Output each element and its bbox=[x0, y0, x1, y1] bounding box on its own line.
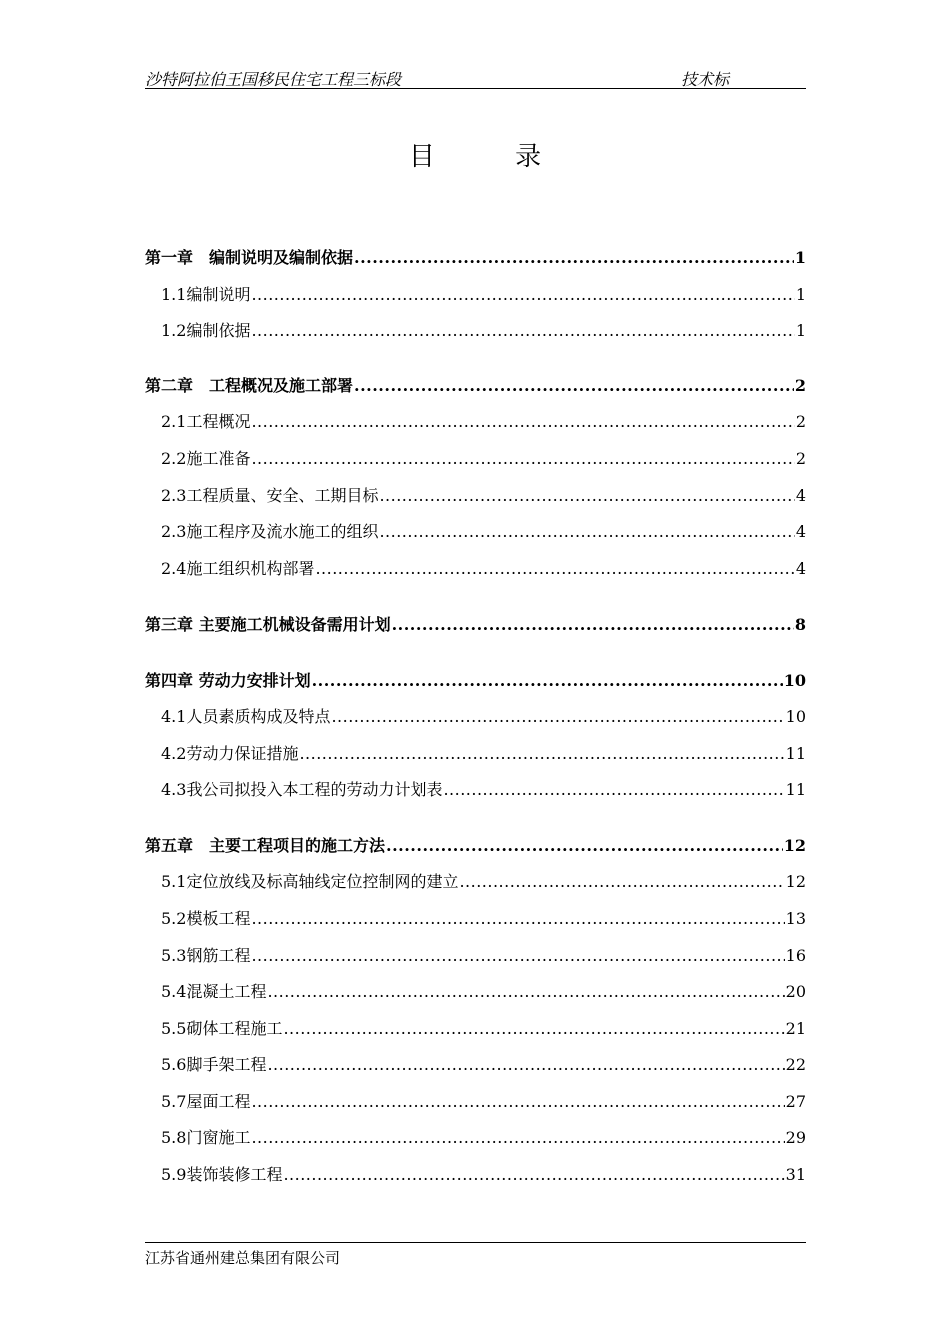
toc-leader-dots bbox=[251, 411, 794, 433]
toc-entry-label: 5.1定位放线及标高轴线定位控制网的建立 bbox=[161, 872, 459, 891]
page-header bbox=[145, 66, 806, 89]
toc-page-number: 2 bbox=[794, 376, 806, 395]
toc-page-number: 21 bbox=[785, 1019, 806, 1038]
toc-page-number: 22 bbox=[785, 1055, 806, 1074]
toc-leader-dots bbox=[283, 1018, 784, 1040]
toc-page-number: 4 bbox=[795, 559, 806, 578]
toc-section-entry[interactable] bbox=[161, 1164, 806, 1186]
toc-leader-dots bbox=[267, 1054, 784, 1076]
toc-page-number: 10 bbox=[785, 707, 806, 726]
toc-page-number: 4 bbox=[795, 522, 806, 541]
toc-entry-label: 2.2施工准备 bbox=[161, 449, 251, 468]
toc-entry-label: 5.3钢筋工程 bbox=[161, 946, 251, 965]
toc-entry-label: 5.7屋面工程 bbox=[161, 1092, 251, 1111]
toc-leader-dots bbox=[354, 375, 794, 397]
toc-entry-label: 5.9装饰装修工程 bbox=[161, 1165, 283, 1184]
toc-section-entry[interactable] bbox=[161, 521, 806, 543]
toc-leader-dots bbox=[251, 1091, 784, 1113]
toc-entry-label: 2.3工程质量、安全、工期目标 bbox=[161, 486, 379, 505]
toc-section-entry[interactable] bbox=[161, 706, 806, 728]
toc-section-entry[interactable] bbox=[161, 320, 806, 342]
toc-entry-label: 2.4施工组织机构部署 bbox=[161, 559, 315, 578]
toc-leader-dots bbox=[443, 779, 784, 801]
toc-entry-label: 5.2模板工程 bbox=[161, 909, 251, 928]
toc-page-number: 8 bbox=[794, 615, 806, 634]
toc-page-number: 20 bbox=[785, 982, 806, 1001]
toc-entry-label: 4.2劳动力保证措施 bbox=[161, 744, 299, 763]
toc-leader-dots bbox=[283, 1164, 784, 1186]
toc-entry-label: 5.8门窗施工 bbox=[161, 1128, 251, 1147]
toc-chapter-entry[interactable] bbox=[145, 375, 806, 397]
toc-entry-label: 1.1编制说明 bbox=[161, 285, 251, 304]
toc-section-entry[interactable] bbox=[161, 485, 806, 507]
toc-entry-label: 5.4混凝土工程 bbox=[161, 982, 267, 1001]
header-project-title: 沙特阿拉伯王国移民住宅工程三标段 bbox=[145, 70, 402, 89]
toc-chapter-entry[interactable] bbox=[145, 835, 806, 857]
toc-entry-label: 4.3我公司拟投入本工程的劳动力计划表 bbox=[161, 780, 443, 799]
toc-entry-label: 第一章 编制说明及编制依据 bbox=[145, 248, 354, 267]
toc-page-number: 1 bbox=[794, 248, 806, 267]
toc-leader-dots bbox=[251, 284, 794, 306]
toc-page-number: 2 bbox=[795, 449, 806, 468]
toc-section-entry[interactable] bbox=[161, 1091, 806, 1113]
toc-page-number: 12 bbox=[783, 836, 806, 855]
toc-section-entry[interactable] bbox=[161, 871, 806, 893]
toc-leader-dots bbox=[251, 908, 784, 930]
toc-leader-dots bbox=[312, 670, 783, 692]
toc-section-entry[interactable] bbox=[161, 284, 806, 306]
toc-entry-label: 第三章 主要施工机械设备需用计划 bbox=[145, 615, 391, 634]
toc-page-number: 1 bbox=[795, 321, 806, 340]
toc-leader-dots bbox=[379, 521, 794, 543]
toc-page-number: 2 bbox=[795, 412, 806, 431]
toc-entry-label: 5.5砌体工程施工 bbox=[161, 1019, 283, 1038]
toc-title: 目 录 bbox=[408, 142, 578, 172]
footer-company-name: 江苏省通州建总集团有限公司 bbox=[145, 1249, 341, 1267]
toc-leader-dots bbox=[267, 981, 784, 1003]
toc-section-entry[interactable] bbox=[161, 908, 806, 930]
toc-section-entry[interactable] bbox=[161, 981, 806, 1003]
toc-leader-dots bbox=[392, 614, 794, 636]
toc-page-number: 13 bbox=[785, 909, 806, 928]
toc-page-number: 12 bbox=[785, 872, 806, 891]
toc-leader-dots bbox=[251, 945, 784, 967]
toc-section-entry[interactable] bbox=[161, 1018, 806, 1040]
toc-page-number: 31 bbox=[785, 1165, 806, 1184]
toc-section-entry[interactable] bbox=[161, 411, 806, 433]
toc-leader-dots bbox=[315, 558, 794, 580]
toc-section-entry[interactable] bbox=[161, 1127, 806, 1149]
toc-page-number: 11 bbox=[785, 780, 806, 799]
toc-leader-dots bbox=[251, 1127, 784, 1149]
toc-entry-label: 4.1人员素质构成及特点 bbox=[161, 707, 331, 726]
toc-leader-dots bbox=[379, 485, 794, 507]
toc-leader-dots bbox=[251, 320, 794, 342]
toc-leader-dots bbox=[299, 743, 784, 765]
header-section-label: 技术标 bbox=[681, 70, 730, 89]
toc-entry-label: 2.1工程概况 bbox=[161, 412, 251, 431]
toc-chapter-entry[interactable] bbox=[145, 247, 806, 269]
toc-leader-dots bbox=[354, 247, 794, 269]
toc-leader-dots bbox=[386, 835, 783, 857]
toc-page-number: 11 bbox=[785, 744, 806, 763]
toc-page-number: 10 bbox=[783, 671, 806, 690]
toc-page-number: 1 bbox=[795, 285, 806, 304]
toc-entry-label: 5.6脚手架工程 bbox=[161, 1055, 267, 1074]
toc-leader-dots bbox=[251, 448, 794, 470]
toc-section-entry[interactable] bbox=[161, 448, 806, 470]
toc-chapter-entry[interactable] bbox=[145, 614, 806, 636]
toc-leader-dots bbox=[459, 871, 784, 893]
toc-leader-dots bbox=[331, 706, 784, 728]
toc-page-number: 27 bbox=[785, 1092, 806, 1111]
toc-page-number: 29 bbox=[785, 1128, 806, 1147]
page-footer bbox=[145, 1242, 806, 1268]
toc-page-number: 4 bbox=[795, 486, 806, 505]
toc-section-entry[interactable] bbox=[161, 945, 806, 967]
toc-section-entry[interactable] bbox=[161, 558, 806, 580]
toc-entry-label: 第四章 劳动力安排计划 bbox=[145, 671, 311, 690]
toc-entry-label: 第五章 主要工程项目的施工方法 bbox=[145, 836, 386, 855]
toc-chapter-entry[interactable] bbox=[145, 670, 806, 692]
toc-page-number: 16 bbox=[785, 946, 806, 965]
toc-section-entry[interactable] bbox=[161, 1054, 806, 1076]
toc-entry-label: 第二章 工程概况及施工部署 bbox=[145, 376, 354, 395]
toc-section-entry[interactable] bbox=[161, 779, 806, 801]
toc-entry-label: 1.2编制依据 bbox=[161, 321, 251, 340]
toc-entry-label: 2.3施工程序及流水施工的组织 bbox=[161, 522, 379, 541]
toc-section-entry[interactable] bbox=[161, 743, 806, 765]
